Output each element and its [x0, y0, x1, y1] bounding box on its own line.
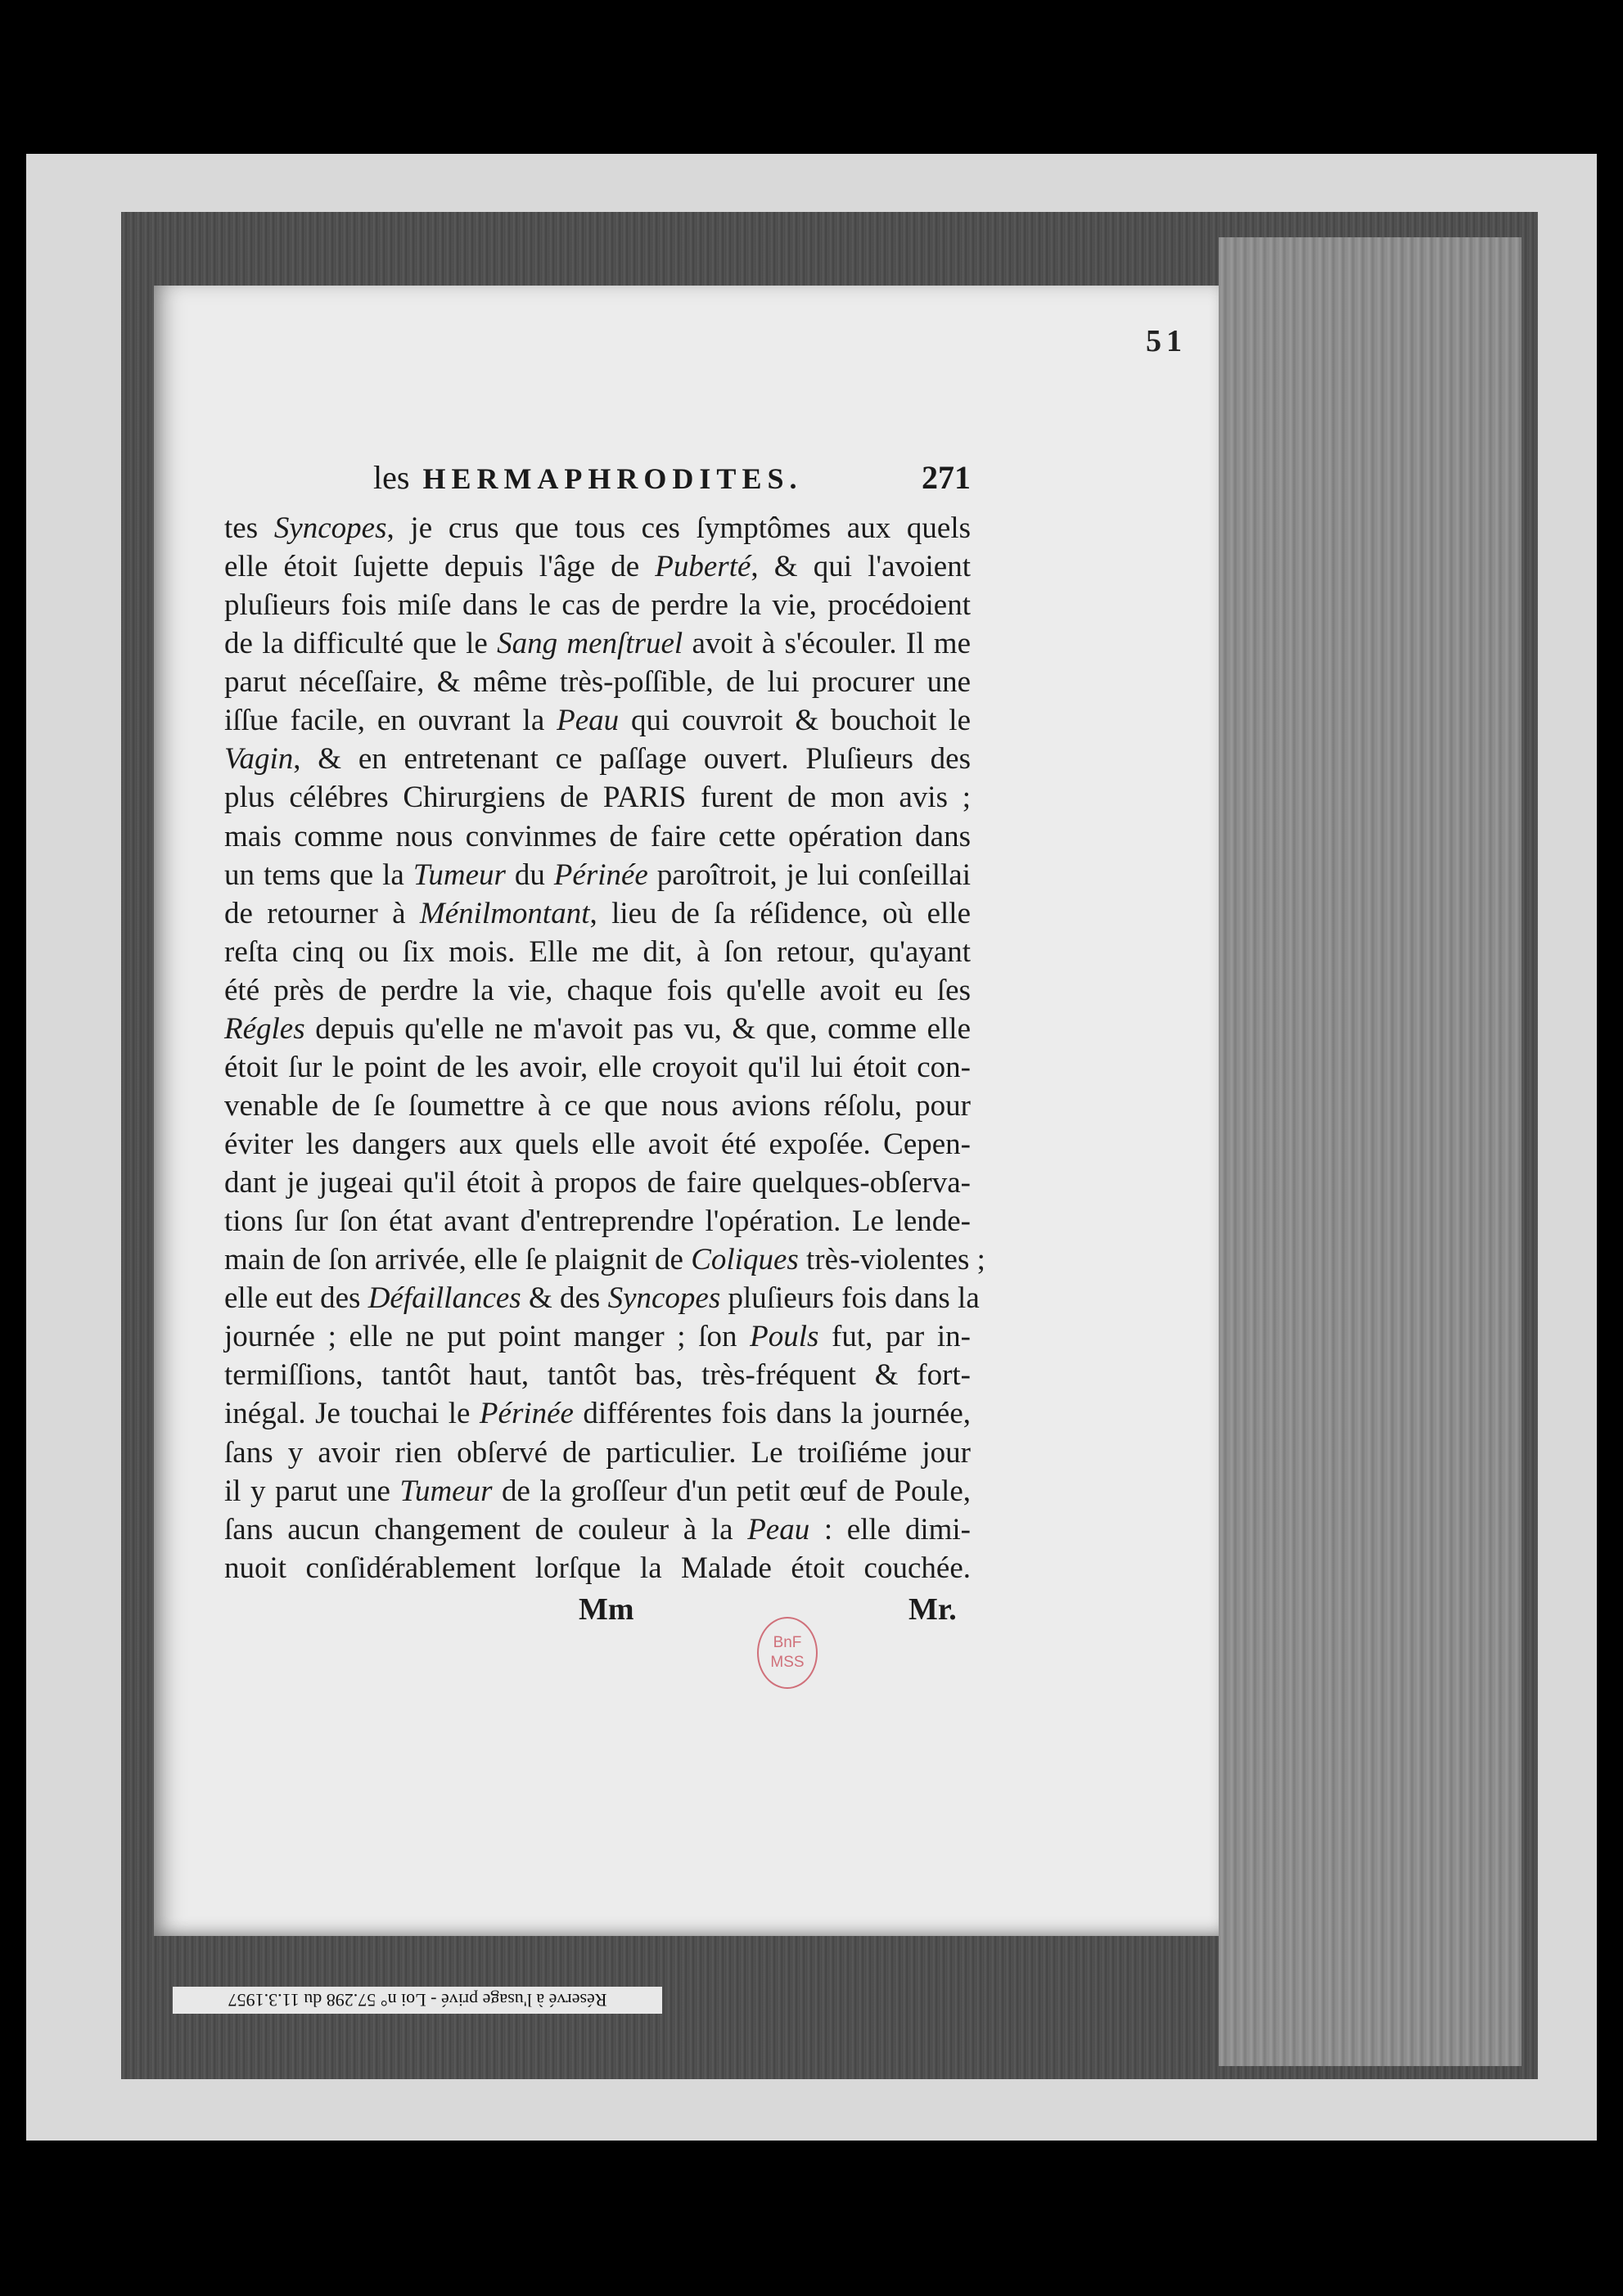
text-segment: pluſieurs fois dans la [720, 1281, 980, 1316]
text-segment: venable de ſe ſoumettre à ce que nous avions réſolu, pour [224, 1088, 971, 1123]
text-line [224, 1549, 971, 1587]
italic-term: Défaillances [367, 1281, 521, 1316]
text-line [224, 624, 971, 663]
text-segment: : elle dimi- [809, 1512, 971, 1546]
italic-term: Peau [747, 1512, 810, 1546]
folio-number: 51 [1146, 324, 1187, 358]
header-prefix: les [373, 459, 410, 496]
text-segment: mais comme nous convinmes de faire cette opération dans [224, 819, 971, 853]
text-segment: dant je jugeai qu'il étoit à propos de faire quelques-obſerva- [224, 1166, 971, 1200]
signature-mark: Mm [579, 1592, 634, 1627]
text-line [224, 1510, 971, 1549]
italic-term: Périnée [553, 858, 648, 892]
text-segment: qui couvroit & bouchoit le [619, 704, 972, 738]
text-line [224, 1164, 971, 1202]
text-segment: de la difficulté que le [224, 627, 498, 661]
text-segment: fut, par in- [818, 1320, 971, 1354]
text-line [224, 586, 971, 624]
text-line [224, 547, 971, 586]
text-line [224, 1202, 971, 1240]
italic-term: Vagin [224, 742, 294, 777]
text-line [224, 856, 971, 894]
text-segment: du [505, 858, 554, 892]
text-segment: de retourner à [224, 896, 420, 930]
text-segment: tions ſur ſon état avant d'entreprendre l'opération. Le lende- [224, 1204, 971, 1239]
running-header [373, 458, 971, 497]
text-segment: tes [224, 511, 274, 545]
italic-term: Sang menſtruel [497, 627, 683, 661]
text-line [224, 663, 971, 701]
text-segment: termiſſions, tantôt haut, tantôt bas, très-fréquent & fort- [224, 1358, 971, 1393]
text-line [224, 933, 971, 971]
italic-term: Périnée [479, 1397, 574, 1431]
text-line [224, 1394, 971, 1433]
text-line [224, 1240, 985, 1279]
text-line [224, 971, 971, 1010]
text-segment: elle étoit ſujette depuis l'âge de [224, 550, 656, 584]
italic-term: Tumeur [413, 858, 506, 892]
copyright-label: Réservé à l'usage privé - Loi n° 57.298 du 11.3.1957 [173, 1987, 662, 2014]
text-segment: reſta cinq ou ſix mois. Elle me dit, à ſon retour, qu'ayant [224, 934, 971, 969]
text-line [224, 701, 971, 740]
text-segment: été près de perdre la vie, chaque fois qu'elle avoit eu ſes [224, 973, 971, 1007]
text-segment: nuoit conſidérablement lorſque la Malade étoit couchée. [224, 1551, 971, 1585]
text-segment: plus célébres Chirurgiens de PARIS furent de mon avis ; [224, 781, 971, 815]
text-line [224, 509, 971, 547]
catchword: Mr. [908, 1592, 957, 1627]
text-segment: un tems que la [224, 858, 413, 892]
bnf-stamp [757, 1617, 818, 1689]
italic-term: Peau [557, 704, 620, 738]
text-segment: main de ſon arrivée, elle ſe plaignit de [224, 1243, 692, 1277]
text-line [224, 1434, 971, 1472]
text-segment: , & qui l'avoient [751, 550, 971, 584]
text-line [224, 1472, 971, 1510]
text-segment: & des [521, 1281, 608, 1316]
text-line [224, 1010, 971, 1048]
text-line [224, 1125, 971, 1164]
body-text [224, 509, 985, 1587]
binding-strip [1219, 237, 1522, 2066]
header-title: HERMAPHRODITES. [422, 462, 803, 495]
text-segment: journée ; elle ne put point manger ; ſon [224, 1320, 751, 1354]
text-line [224, 817, 971, 856]
text-segment: paroîtroit, je lui conſeillai [647, 858, 971, 892]
italic-term: Régles [224, 1011, 305, 1046]
text-line [224, 778, 971, 817]
italic-term: Pouls [750, 1320, 819, 1354]
text-segment: , & en entretenant ce paſſage ouvert. Pluſieurs des [293, 742, 971, 777]
text-line [224, 1279, 980, 1317]
italic-term: Puberté [655, 550, 751, 584]
italic-term: Coliques [691, 1243, 799, 1277]
text-segment: de la groſſeur d'un petit œuf de Poule, [492, 1474, 971, 1508]
text-line [224, 1356, 971, 1394]
text-segment: parut néceſſaire, & même très-poſſible, de lui procurer une [224, 665, 971, 700]
stamp-line: MSS [770, 1654, 805, 1671]
italic-term: Syncopes [273, 511, 387, 545]
text-segment: , je crus que tous ces ſymptômes aux quels [386, 511, 971, 545]
text-segment: pluſieurs fois miſe dans le cas de perdre la vie, procédoient [224, 588, 971, 623]
page-number: 271 [922, 459, 971, 496]
text-segment: il y parut une [224, 1474, 400, 1508]
text-segment: inégal. Je touchai le [224, 1397, 480, 1431]
text-segment: très-violentes ; [798, 1243, 985, 1277]
text-line [224, 740, 971, 778]
stamp-line: BnF [773, 1634, 802, 1651]
text-segment: étoit ſur le point de les avoir, elle croyoit qu'il lui étoit con- [224, 1050, 971, 1084]
text-segment: différentes fois dans la journée, [573, 1397, 971, 1431]
text-segment: éviter les dangers aux quels elle avoit été expoſée. Cepen- [224, 1128, 971, 1161]
text-segment: avoit à s'écouler. Il me [683, 627, 971, 661]
text-segment: ſans aucun changement de couleur à la [224, 1512, 748, 1546]
text-segment: depuis qu'elle ne m'avoit pas vu, & que, comme elle [304, 1011, 971, 1046]
italic-term: Tumeur [399, 1474, 493, 1508]
text-line [224, 894, 971, 933]
italic-term: Ménilmontant [419, 896, 590, 930]
text-line [224, 1317, 971, 1356]
text-segment: , lieu de ſa réſidence, où elle [589, 896, 971, 930]
text-line [224, 1048, 971, 1087]
text-line [224, 1087, 971, 1125]
text-segment: elle eut des [224, 1281, 368, 1316]
text-segment: ſans y avoir rien obſervé de particulier. Le troiſiéme jour [224, 1435, 971, 1470]
text-segment: iſſue facile, en ouvrant la [224, 704, 557, 738]
italic-term: Syncopes [607, 1281, 721, 1316]
